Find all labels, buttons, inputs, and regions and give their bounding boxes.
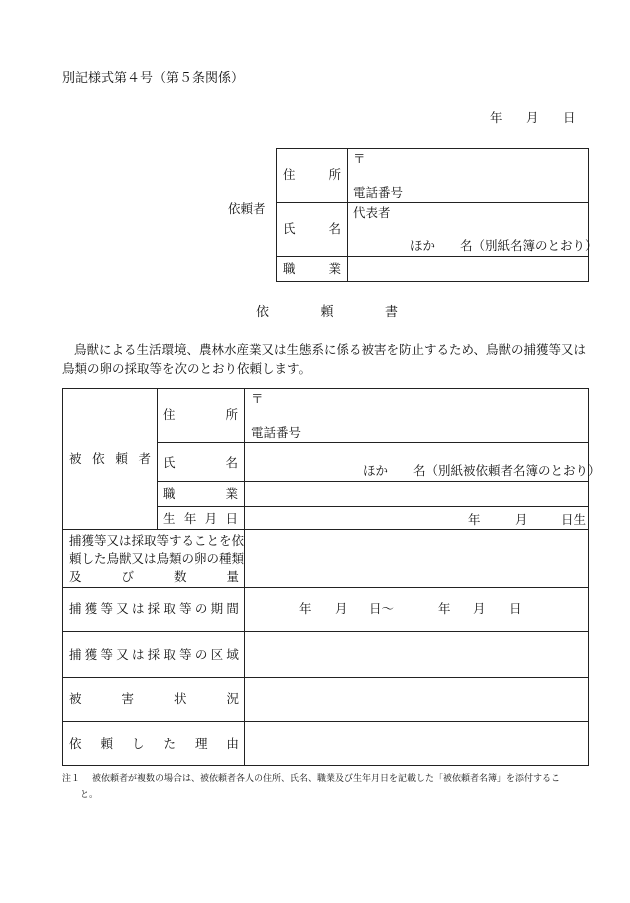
requester-representative-label: 代表者: [353, 205, 391, 220]
requestee-postal-mark: 〒: [251, 391, 264, 406]
period-end-day: 日: [509, 601, 522, 616]
period-end-month: 月: [473, 601, 486, 616]
requester-others-label: ほか 名（別紙名簿のとおり）: [410, 238, 598, 253]
note-text-line1: 被依頼者が複数の場合は、被依頼者各人の住所、氏名、職業及び生年月日を記載した「被依頼者名簿」を添付するこ: [92, 774, 561, 784]
species-label-line2: 頼した鳥獣又は鳥類の卵の種類: [69, 551, 245, 566]
requester-address-label: 住 所: [283, 167, 341, 182]
period-start-month: 月: [335, 601, 348, 616]
date-year: 年: [490, 110, 503, 125]
reason-label: 依 頼 し た 理 由: [69, 736, 239, 751]
intro-paragraph: 鳥獣による生活環境、農林水産業又は生態系に係る被害を防止するため、鳥獣の捕獲等又は鳥類の卵の採取等を次のとおり依頼します。: [62, 342, 587, 376]
requestee-address-label: 住 所: [163, 407, 238, 422]
species-label-line3: 及 び 数 量: [69, 569, 239, 584]
requester-label: 依頼者: [228, 201, 266, 216]
requestee-label: 被 依 頼 者: [69, 451, 151, 466]
period-start-year: 年: [299, 601, 312, 616]
period-label: 捕 獲 等 又 は 採 取 等 の 期 間: [69, 601, 239, 616]
requester-name-label: 氏 名: [283, 221, 341, 236]
form-number: 別記様式第４号（第５条関係）: [62, 71, 245, 86]
document-title: 依 頼 書: [256, 305, 398, 320]
birth-month: 月: [515, 512, 528, 527]
area-label: 捕 獲 等 又 は 採 取 等 の 区 域: [69, 647, 239, 662]
main-table: [62, 388, 601, 766]
date-month: 月: [526, 110, 539, 125]
requestee-birthdate-label: 生 年 月 日: [163, 511, 238, 526]
requestee-occupation-label: 職 業: [163, 486, 238, 501]
requester-postal-mark: 〒: [353, 151, 366, 166]
requester-phone-label: 電話番号: [353, 185, 404, 200]
requestee-others-label: ほか 名（別紙被依頼者名簿のとおり）: [363, 463, 601, 478]
note-marker: 注１: [62, 774, 81, 784]
requester-occupation-label: 職 業: [283, 261, 341, 276]
period-start-day: 日～: [369, 601, 395, 616]
period-end-year: 年: [438, 601, 451, 616]
damage-label: 被 害 状 況: [69, 691, 239, 706]
birth-day: 日生: [561, 512, 587, 527]
note-text-line2: と。: [80, 790, 99, 800]
requestee-name-label: 氏 名: [163, 455, 238, 470]
requestee-phone-label: 電話番号: [251, 425, 302, 440]
species-label-line1: 捕獲等又は採取等することを依: [69, 533, 245, 548]
date-day: 日: [563, 110, 576, 125]
requester-table: [276, 148, 598, 282]
birth-year: 年: [468, 512, 481, 527]
